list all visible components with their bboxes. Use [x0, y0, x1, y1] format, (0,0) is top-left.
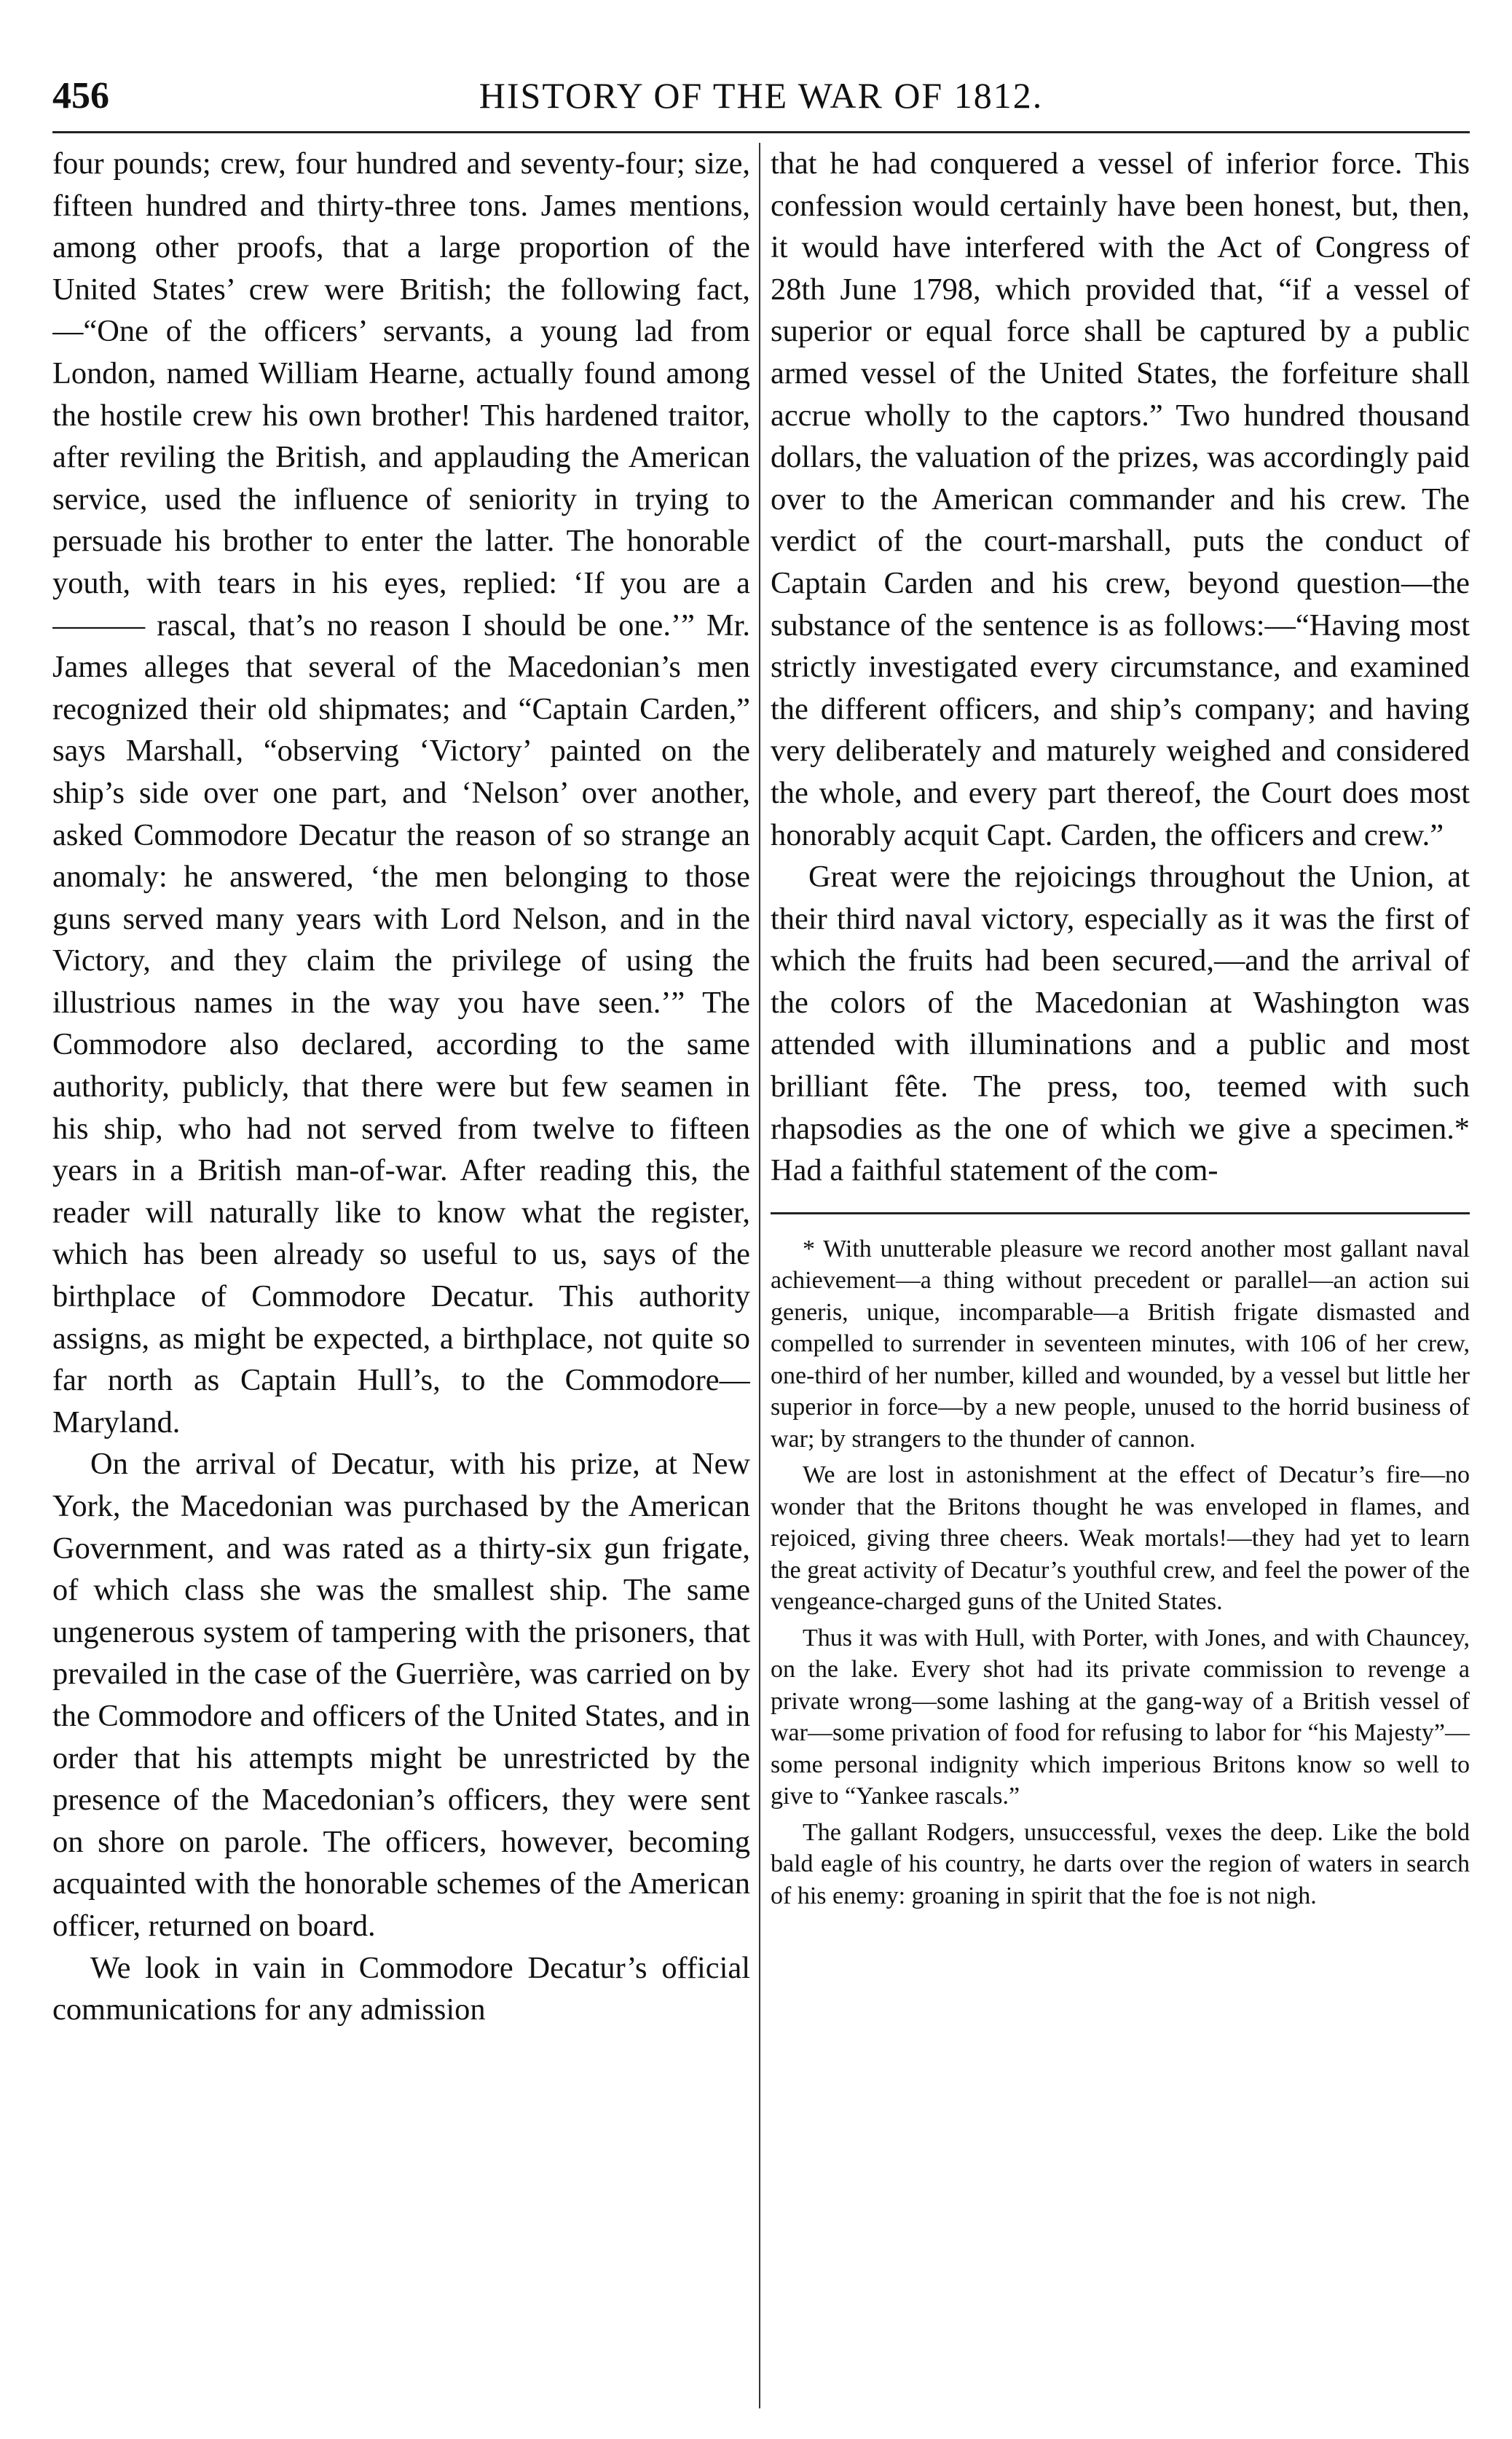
left-paragraph-2: On the arrival of Decatur, with his prize, at New York, the Macedonian was purchased by the American Government, and was rated as a thirty-six gun frigate, of which class she was the smallest ship. The same ungenerous system of tampering with the prisoners, that prevailed in the case of the Guerrière, was carried on by the Commodore and officers of the United States, and in order that his attempts might be unrestricted by the presence of the Macedonian’s officers, they were sent on shore on parole. The officers, however, becoming acquainted with the honorable schemes of the American officer, returned on board.: [52, 1447, 750, 1943]
footnote-1: * With unutterable pleasure we record another most gallant naval achievement—a thing without precedent or parallel—an action sui generis, unique, incomparable—a British frigate dismasted and compelled to surrender in seventeen minutes, with 106 of her crew, one-third of her number, killed and wounded, by a vessel but little her superior in force—by a new people, unused to the horrid business of war; by strangers to the thunder of cannon.: [771, 1235, 1470, 1453]
left-column: [52, 143, 750, 2408]
left-paragraph-1: four pounds; crew, four hundred and seventy-four; size, fifteen hundred and thirty-three tons. James mentions, among other proofs, that a large proportion of the United States’ crew were British; the following fact,—“One of the officers’ servants, a young lad from London, named William Hearne, actually found among the hostile crew his own brother! This hardened traitor, after reviling the British, and applauding the American service, used the influence of seniority in trying to persuade his brother to enter the latter. The honorable youth, with tears in his eyes, replied: ‘If you are a ——— rascal, that’s no reason I should be one.’” Mr. James alleges that several of the Macedonian’s men recognized their old shipmates; and “Captain Carden,” says Marshall, “observing ‘Victory’ painted on the ship’s side over one part, and ‘Nelson’ over another, asked Commodore Decatur the reason of so strange an anomaly: he answered, ‘the men belonging to those guns served many years with Lord Nelson, and in the Victory, and they claim the privilege of using the illustrious names in the way you have seen.’” The Commodore also declared, according to the same authority, publicly, that there were but few seamen in his ship, who had not served from twelve to fifteen years in a British man-of-war. After reading this, the reader will naturally like to know what the register, which has been already so useful to us, says of the birthplace of Commodore Decatur. This authority assigns, as might be expected, a birthplace, not quite so far north as Captain Hull’s, to the Commodore—Maryland.: [52, 146, 750, 1440]
footnote-4: The gallant Rodgers, unsuccessful, vexes the deep. Like the bold bald eagle of his country, he darts over the region of waters in search of his enemy: groaning in spirit that the foe is not nigh.: [771, 1818, 1470, 1909]
right-paragraph-1: that he had conquered a vessel of inferior force. This confession would certainly have been honest, but, then, it would have interfered with the Act of Congress of 28th June 1798, which provided that, “if a vessel of superior or equal force shall be captured by a public armed vessel of the United States, the forfeiture shall accrue wholly to the captors.” Two hundred thousand dollars, the valuation of the prizes, was accordingly paid over to the American commander and his crew. The verdict of the court-marshall, puts the conduct of Captain Carden and his crew, beyond question—the substance of the sentence is as follows:—“Having most strictly investigated every circumstance, and examined the different officers, and ship’s company; and having very deliberately and maturely weighed and considered the whole, and every part thereof, the Court does most honorably acquit Capt. Carden, the officers and crew.”: [771, 146, 1470, 852]
running-title: HISTORY OF THE WAR OF 1812.: [479, 75, 1044, 116]
right-paragraph-2: Great were the rejoicings throughout the Union, at their third naval victory, especially as it was the first of which the fruits had been secured,—and the arrival of the colors of the Macedonian at Washington was attended with illuminations and a public and most brilliant fête. The press, too, teemed with such rhapsodies as the one of which we give a specimen.* Had a faithful statement of the com-: [771, 860, 1470, 1188]
right-column: [771, 143, 1470, 2408]
footnote-rule: [771, 1212, 1470, 1214]
header-rule: [52, 131, 1470, 133]
footnotes: [771, 1233, 1470, 1912]
column-divider: [759, 143, 760, 2408]
left-paragraph-3: We look in vain in Commodore Decatur’s official communications for any admission: [52, 1950, 750, 2027]
footnote-2: We are lost in astonishment at the effect of Decatur’s fire—no wonder that the Britons thought he was enveloped in flames, and rejoiced, giving three cheers. Weak mortals!—they had yet to learn the great activity of Decatur’s youthful crew, and feel the power of the vengeance-charged guns of the United States.: [771, 1461, 1470, 1616]
page-header: [52, 74, 1470, 130]
page-number: 456: [52, 75, 109, 117]
footnote-3: Thus it was with Hull, with Porter, with Jones, and with Chauncey, on the lake. Every shot had its private commission to revenge a private wrong—some lashing at the gang-way of a British vessel of war—some privation of food for refusing to labor for “his Majesty”—some personal indignity which imperious Britons know so well to give to “Yankee rascals.”: [771, 1624, 1470, 1810]
